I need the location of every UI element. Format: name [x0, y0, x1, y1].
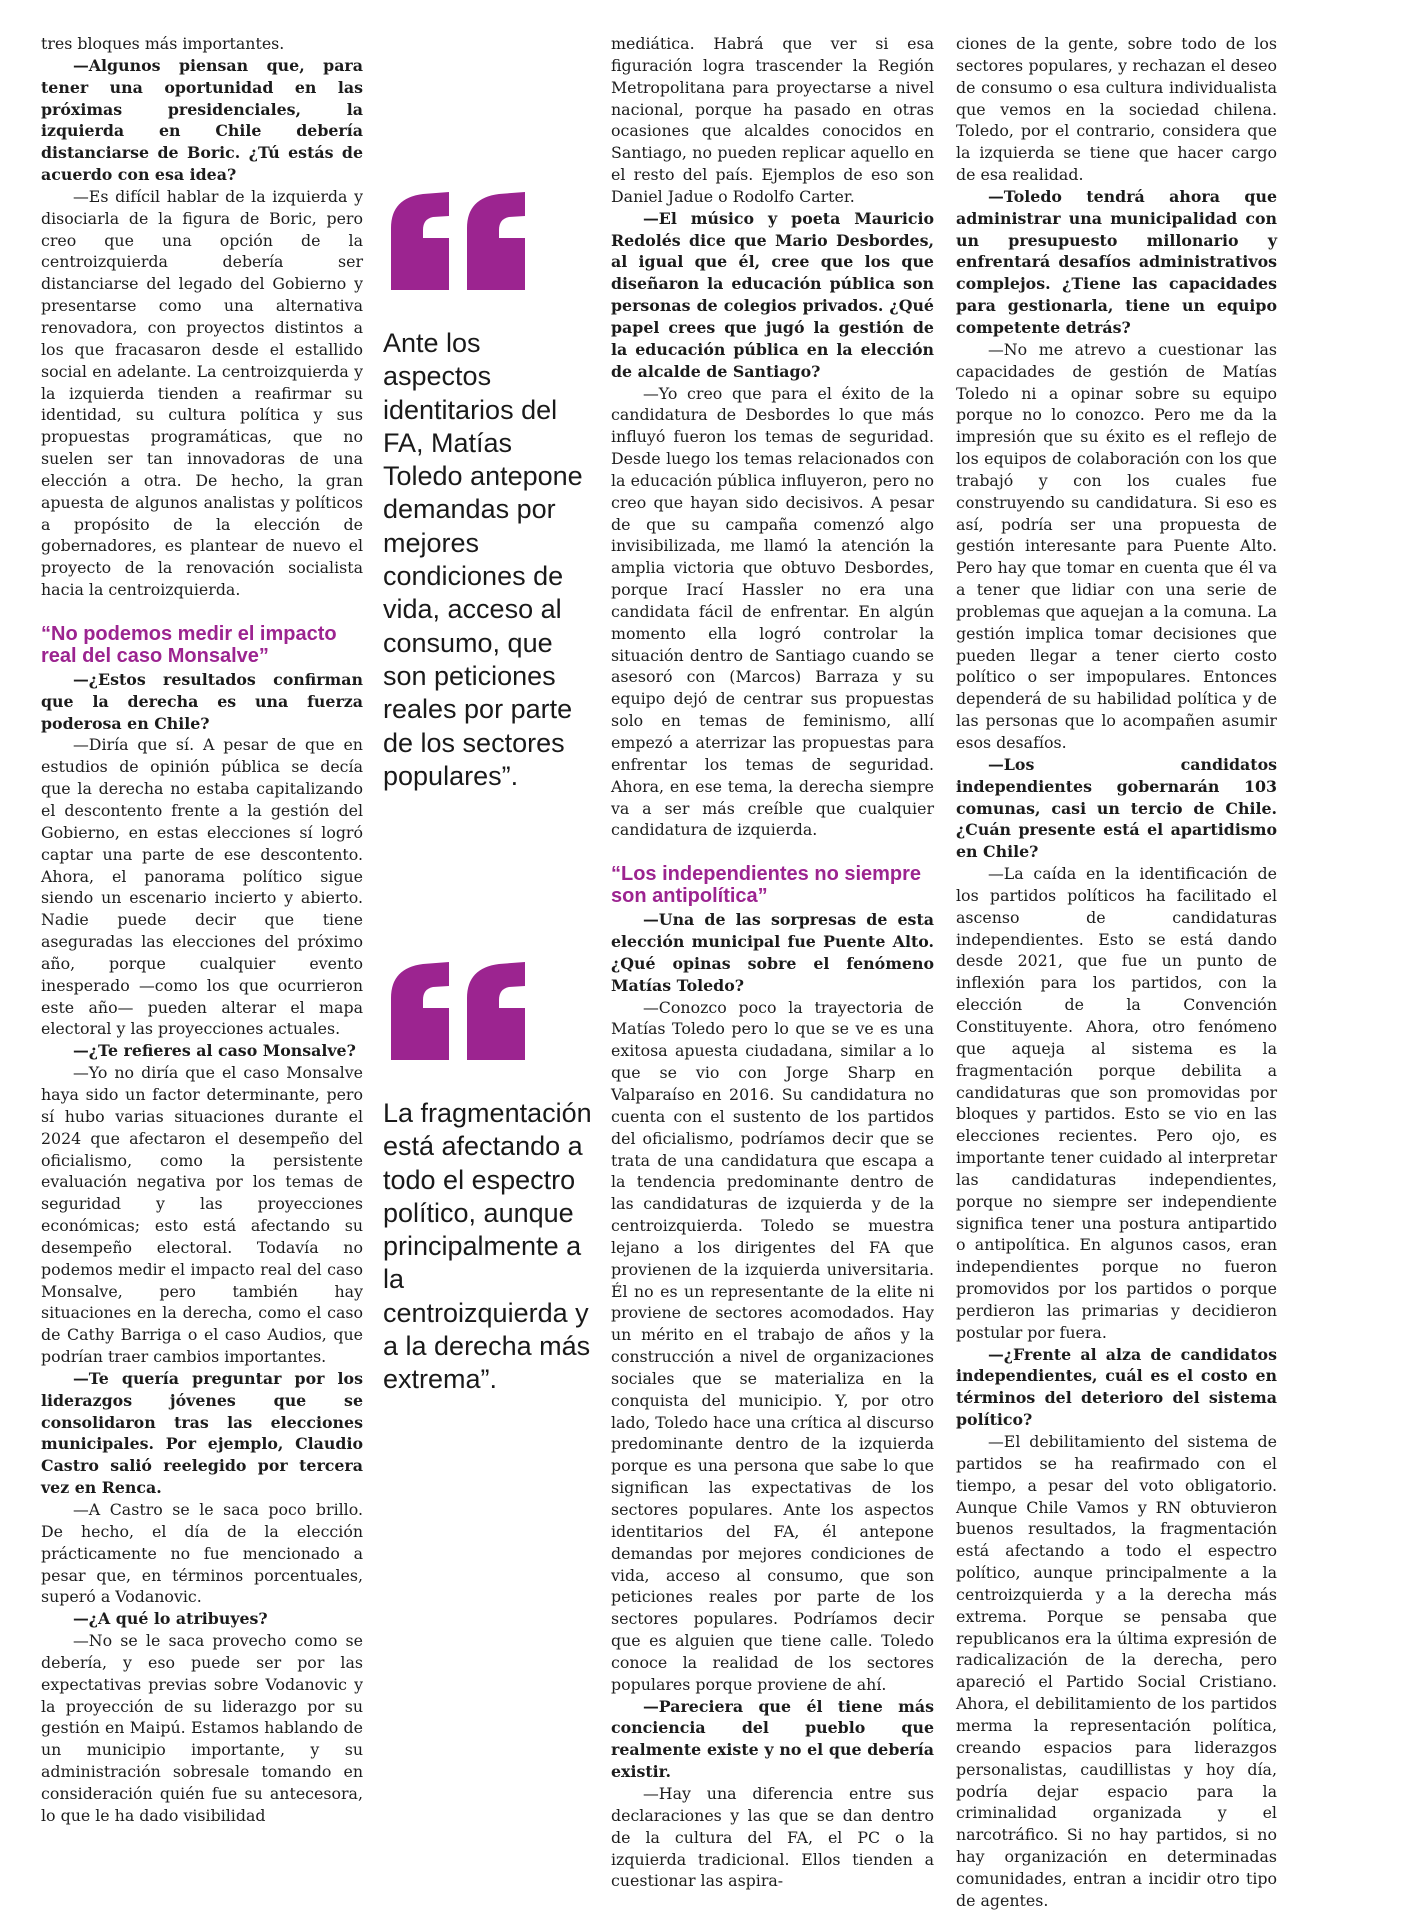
interview-question: —Algunos piensan que, para tener una oportunidad en las próximas presidenciales, la izquierda en Chile debería distanciarse de Boric. ¿Tú estás de acuerdo con esa idea? — [41, 55, 363, 185]
pull-quote-2-text: La fragmentación está afectando a todo el espectro político, aunque principalmente a la centroizquierda y a la derecha más extrema”. — [383, 1098, 592, 1395]
interview-question: —¿Frente al alza de candidatos independientes, cuál es el costo en términos del deterioro del sistema político? — [956, 1344, 1277, 1430]
interview-answer: ciones de la gente, sobre todo de los sectores populares, y rechazan el deseo de consumo o esa cultura individualista que vemos en la sociedad chilena. Toledo, por el contrario, considera que la izquierda se tiene que hacer cargo de esa realidad. — [956, 34, 1277, 185]
interview-question: —¿A qué lo atribuyes? — [73, 1609, 268, 1629]
interview-question: —Pareciera que él tiene más conciencia del pueblo que realmente existe y no el que debería existir. — [611, 1696, 934, 1782]
pull-quote-1-text: Ante los aspectos identitarios del FA, Matías Toledo antepone demandas por mejores condiciones de vida, acceso al consumo, que son peticiones reales por parte de los sectores populares”. — [383, 328, 583, 791]
interview-answer: tres bloques más importantes. — [41, 34, 285, 53]
interview-answer: —Yo creo que para el éxito de la candidatura de Desbordes lo que más influyó fueron los temas de seguridad. Desde luego los temas relacionados con la educación pública influyeron, pero no creo que hayan sido decisivos. A pesar de que su campaña comenzó algo invisibilizada, me llamó la atención la amplia victoria que obtuvo Desbordes, porque Iracı́ Hassler no era una candidata fácil de enfrentar. En algún momento ella logró controlar la situación dentro de Santiago cuando se asesoró con (Marcos) Barraza y su equipo dejó de centrar sus propuestas solo en temas de feminismo, allí empezó a aterrizar las propuestas para enfrentar los temas de seguridad. Ahora, en ese tema, la derecha siempre va a ser más creíble que cualquier candidatura de izquierda. — [611, 383, 934, 840]
interview-question: —El músico y poeta Mauricio Redolés dice que Mario Desbordes, al igual que él, cree que los que diseñaron la educación pública son personas de colegios privados. ¿Qué papel crees que jugó la gestión de la educación pública en la elección de alcalde de Santiago? — [611, 208, 934, 381]
interview-question: —Los candidatos independientes gobernarán 103 comunas, casi un tercio de Chile. ¿Cuán presente está el apartidismo en Chile? — [956, 754, 1277, 862]
interview-answer: —Conozco poco la trayectoria de Matías Toledo pero lo que se ve es una exitosa apuesta ciudadana, similar a lo que se vio con Jorge Sharp en Valparaíso en 2016. Su candidatura no cuenta con el sustento de los partidos del oficialismo, podríamos decir que se trata de una candidatura que escapa a la tendencia predominante dentro de las candidaturas de izquierda y de la centroizquierda. Toledo se muestra lejano a los dirigentes del FA que provienen de la izquierda universitaria. Él no es un representante de la elite ni proviene de sectores acomodados. Hay un mérito en el trabajo de años y la construcción a nivel de organizaciones sociales que se materializa en la conquista del municipio. Y, por otro lado, Toledo hace una crítica al discurso predominante dentro de la izquierda porque es una persona que sabe lo que significan las expectativas de los sectores populares. Ante los aspectos identitarios del FA, él antepone demandas por mejores condiciones de vida, acceso al consumo, que son peticiones reales por parte de los sectores populares. Podríamos decir que es alguien que tiene calle. Toledo conoce la realidad de los sectores populares porque proviene de ahí. — [611, 997, 934, 1694]
interview-answer: —No se le saca provecho como se debería, y eso puede ser por las expectativas previas sobre Vodanovic y la proyección de su liderazgo por su gestión en Maipú. Estamos hablando de un municipio importante, y su administración sobresale tomando en consideración quién fue su antecesora, lo que le ha dado visibilidad — [41, 1631, 363, 1825]
interview-question: —¿Te refieres al caso Monsalve? — [73, 1041, 356, 1061]
quote-mark-icon — [383, 190, 533, 295]
interview-answer: —La caída en la identificación de los partidos políticos ha facilitado el ascenso de candidaturas independientes. Esto se está dando desde 2021, que fue un punto de inflexión para los partidos, con la elección de la Convención Constituyente. Ahora, otro fenómeno que aqueja al sistema es la fragmentación porque debilita a candidaturas que son promovidas por bloques y partidos. Esto se vio en las elecciones recientes. Pero ojo, es importante tener cuidado al interpretar las candidaturas independientes, porque no siempre ser independiente significa tener una postura antipartido o antipolítica. En algunos casos, eran independientes porque no fueron promovidos por los partidos o porque perdieron las primarias y decidieron postular por fuera. — [956, 864, 1277, 1342]
interview-question: —Toledo tendrá ahora que administrar una municipalidad con un presupuesto millonario y enfrentará desafíos administrativos complejos. ¿Tiene las capacidades para gestionarla, tiene un equipo competente detrás? — [956, 186, 1277, 337]
pull-quote-1 — [383, 190, 593, 793]
interview-answer: —A Castro se le saca poco brillo. De hecho, el día de la elección prácticamente no fue mencionado a pesar que, en términos porcentuales, superó a Vodanovic. — [41, 1500, 363, 1607]
interview-answer: —No me atrevo a cuestionar las capacidades de gestión de Matías Toledo ni a opinar sobre su equipo porque no lo conozco. Pero me da la impresión que su éxito es el reflejo de los equipos de colaboración con los que trabajó y con los cuales fue construyendo su candidatura. Si eso es así, podría ser una propuesta de gestión interesante para Puente Alto. Pero hay que tomar en cuenta que él va a tener que lidiar con una serie de problemas que aquejan a la comuna. La gestión implica tomar decisiones que pueden llegar a tener cierto costo político o ser impopulares. Entonces dependerá de su habilidad política y de las personas que lo acompañen asumir esos desafíos. — [956, 339, 1277, 752]
interview-answer: —Diría que sí. A pesar de que en estudios de opinión pública se decía que la derecha no estaba capitalizando el descontento frente a la gestión del Gobierno, en estas elecciones sí logró captar una parte de ese descontento. Ahora, el panorama político sigue siendo un escenario incierto y abierto. Nadie puede decir que tiene aseguradas las elecciones del próximo año, porque cualquier evento inesperado —como los que ocurrieron este año— pueden alterar el mapa electoral y las proyecciones actuales. — [41, 735, 363, 1039]
interview-answer: —Es difícil hablar de la izquierda y disociarla de la figura de Boric, pero creo que una opción de la centroizquierda debería ser distanciarse del legado del Gobierno y presentarse como una alternativa renovadora, con proyectos distintos a los que fracasaron desde el estallido social en adelante. La centroizquierda y la izquierda tienden a reafirmar su identidad, su cultura política y sus propuestas programáticas, que no suelen ser tan innovadoras de una elección a otra. De hecho, la gran apuesta de algunos analistas y políticos a propósito de la elección de gobernadores, es plantear de nuevo el proyecto de la renovación socialista hacia la centroizquierda. — [41, 186, 363, 600]
quote-mark-icon — [383, 960, 533, 1065]
column-3 — [611, 33, 934, 1892]
column-4 — [956, 33, 1277, 1912]
interview-question: —¿Estos resultados confirman que la derecha es una fuerza poderosa en Chile? — [41, 669, 363, 733]
section-heading: “No podemos medir el impacto real del caso Monsalve” — [41, 622, 337, 667]
interview-answer: mediática. Habrá que ver si esa figuración logra trascender la Región Metropolitana para proyectarse a nivel nacional, porque ha pasado en otras ocasiones que alcaldes conocidos en Santiago, no pueden replicar aquello en el resto del país. Ejemplos de eso son Daniel Jadue o Rodolfo Carter. — [611, 34, 934, 206]
interview-question: —Te quería preguntar por los liderazgos jóvenes que se consolidaron tras las elecciones municipales. Por ejemplo, Claudio Castro salió reelegido por tercera vez en Renca. — [41, 1368, 363, 1498]
section-heading: “Los independientes no siempre son antipolítica” — [611, 863, 922, 908]
interview-answer: —Hay una diferencia entre sus declaraciones y las que se dan dentro de la cultura del FA, el PC o la izquierda tradicional. Ellos tienden a cuestionar las aspira- — [611, 1783, 934, 1891]
interview-answer: —Yo no diría que el caso Monsalve haya sido un factor determinante, pero sí hubo varias situaciones durante el 2024 que afectaron el desempeño del oficialismo, como la persistente evaluación negativa por los temas de seguridad y las proyecciones económicas; esto está afectando su desempeño electoral. Todavía no podemos medir el impacto real del caso Monsalve, pero también hay situaciones en la derecha, como el caso de Cathy Barriga o el caso Audios, que podrían traer cambios importantes. — [41, 1063, 363, 1367]
pull-quote-2 — [383, 960, 593, 1397]
interview-answer: —El debilitamiento del sistema de partidos se ha reafirmado con el tiempo, a pesar del voto obligatorio. Aunque Chile Vamos y RN obtuvieron buenos resultados, la fragmentación está afectando a todo el espectro político, aunque principalmente a la centroizquierda y a la derecha más extrema. Porque se pensaba que republicanos era la última expresión de radicalización de la derecha, pero apareció el Partido Social Cristiano. Ahora, el debilitamiento de los partidos merma la representación política, creando espacios para liderazgos personalistas, caudillistas y hoy día, podría dejar espacio para la criminalidad organizada y el narcotráfico. Si no hay partidos, si no hay organización en determinadas comunidades, entran a incidir otro tipo de agentes. — [956, 1432, 1277, 1910]
column-1 — [41, 33, 363, 1827]
interview-question: —Una de las sorpresas de esta elección municipal fue Puente Alto. ¿Qué opinas sobre el fenómeno Matías Toledo? — [611, 910, 934, 995]
